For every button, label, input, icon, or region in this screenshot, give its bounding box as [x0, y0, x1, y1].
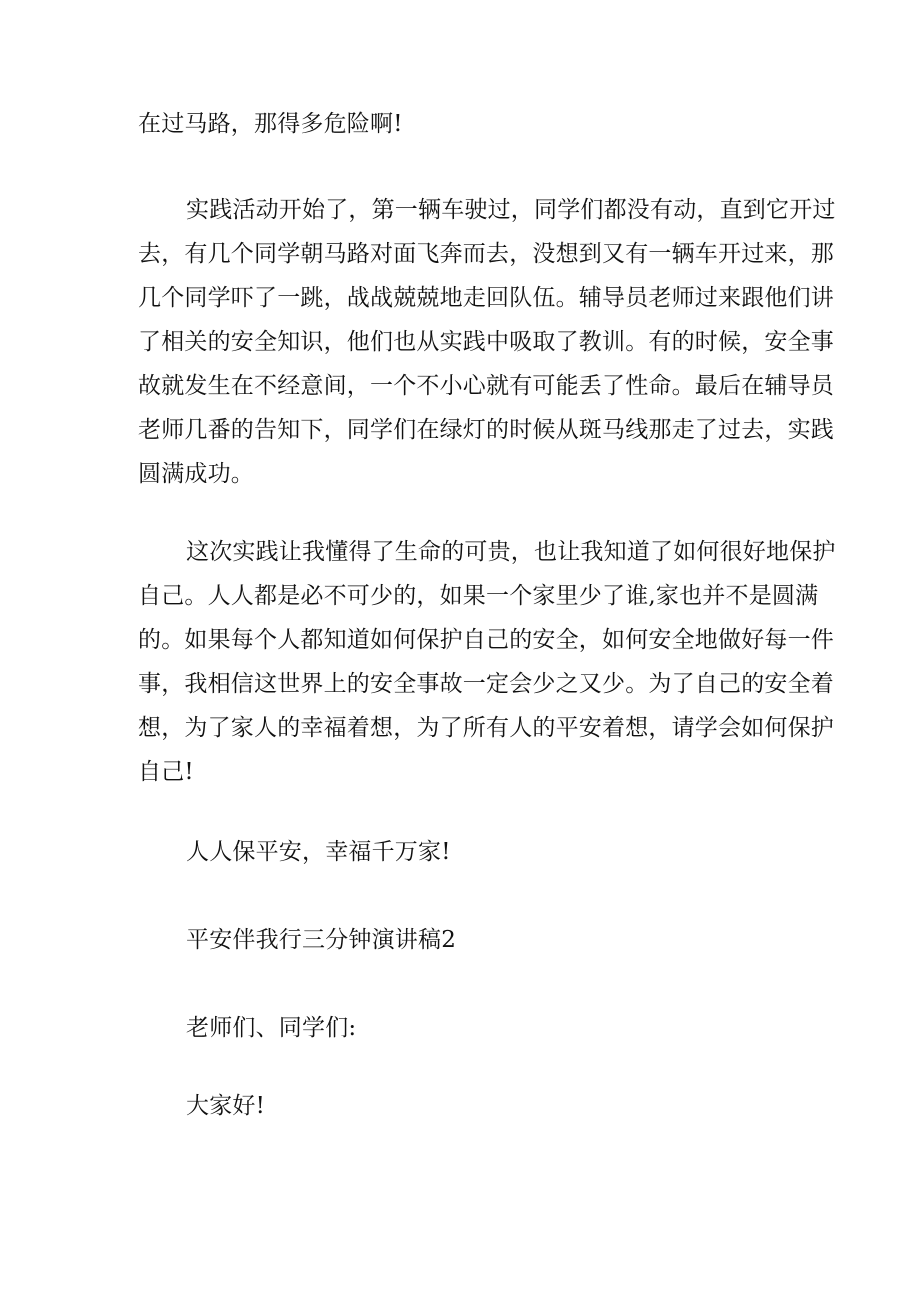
- paragraph-line: 事，我相信这世界上的安全事故一定会少之又少。为了自己的安全着: [138, 671, 834, 697]
- paragraph-line: 大家好!: [186, 1093, 266, 1119]
- paragraph-line: 去，有几个同学朝马路对面飞奔而去，没想到又有一辆车开过来，那: [138, 241, 834, 267]
- speech-title: [138, 918, 788, 962]
- paragraph-line: 老师们、同学们:: [186, 1015, 357, 1041]
- paragraph-line: 这次实践让我懂得了生命的可贵，也让我知道了如何很好地保护: [186, 539, 836, 565]
- paragraph-line: 自己!: [138, 759, 194, 785]
- paragraph-1: [138, 102, 788, 146]
- paragraph-line: 故就发生在不经意间，一个不小心就有可能丢了性命。最后在辅导员: [138, 373, 834, 399]
- paragraph-line: 几个同学吓了一跳，战战兢兢地走回队伍。辅导员老师过来跟他们讲: [138, 285, 834, 311]
- paragraph-3: [138, 530, 836, 794]
- paragraph-line: 自己。人人都是必不可少的，如果一个家里少了谁,家也并不是圆满: [138, 583, 819, 609]
- paragraph-line: 在过马路，那得多危险啊!: [138, 111, 403, 137]
- salutation: [138, 1006, 788, 1050]
- paragraph-line: 的。如果每个人都知道如何保护自己的安全，如何安全地做好每一件: [138, 627, 834, 653]
- paragraph-2: [138, 188, 836, 496]
- paragraph-4: [138, 830, 788, 874]
- paragraph-line: 老师几番的告知下，同学们在绿灯的时候从斑马线那走了过去，实践: [138, 417, 834, 443]
- paragraph-line: 人人保平安，幸福千万家!: [186, 839, 451, 865]
- greeting: [138, 1084, 788, 1128]
- paragraph-line: 圆满成功。: [138, 461, 254, 487]
- paragraph-line: 平安伴我行三分钟演讲稿2: [186, 927, 457, 953]
- paragraph-line: 想，为了家人的幸福着想，为了所有人的平安着想，请学会如何保护: [138, 715, 834, 741]
- paragraph-line: 了相关的安全知识，他们也从实践中吸取了教训。有的时候，安全事: [138, 329, 834, 355]
- paragraph-line: 实践活动开始了，第一辆车驶过，同学们都没有动，直到它开过: [186, 197, 836, 223]
